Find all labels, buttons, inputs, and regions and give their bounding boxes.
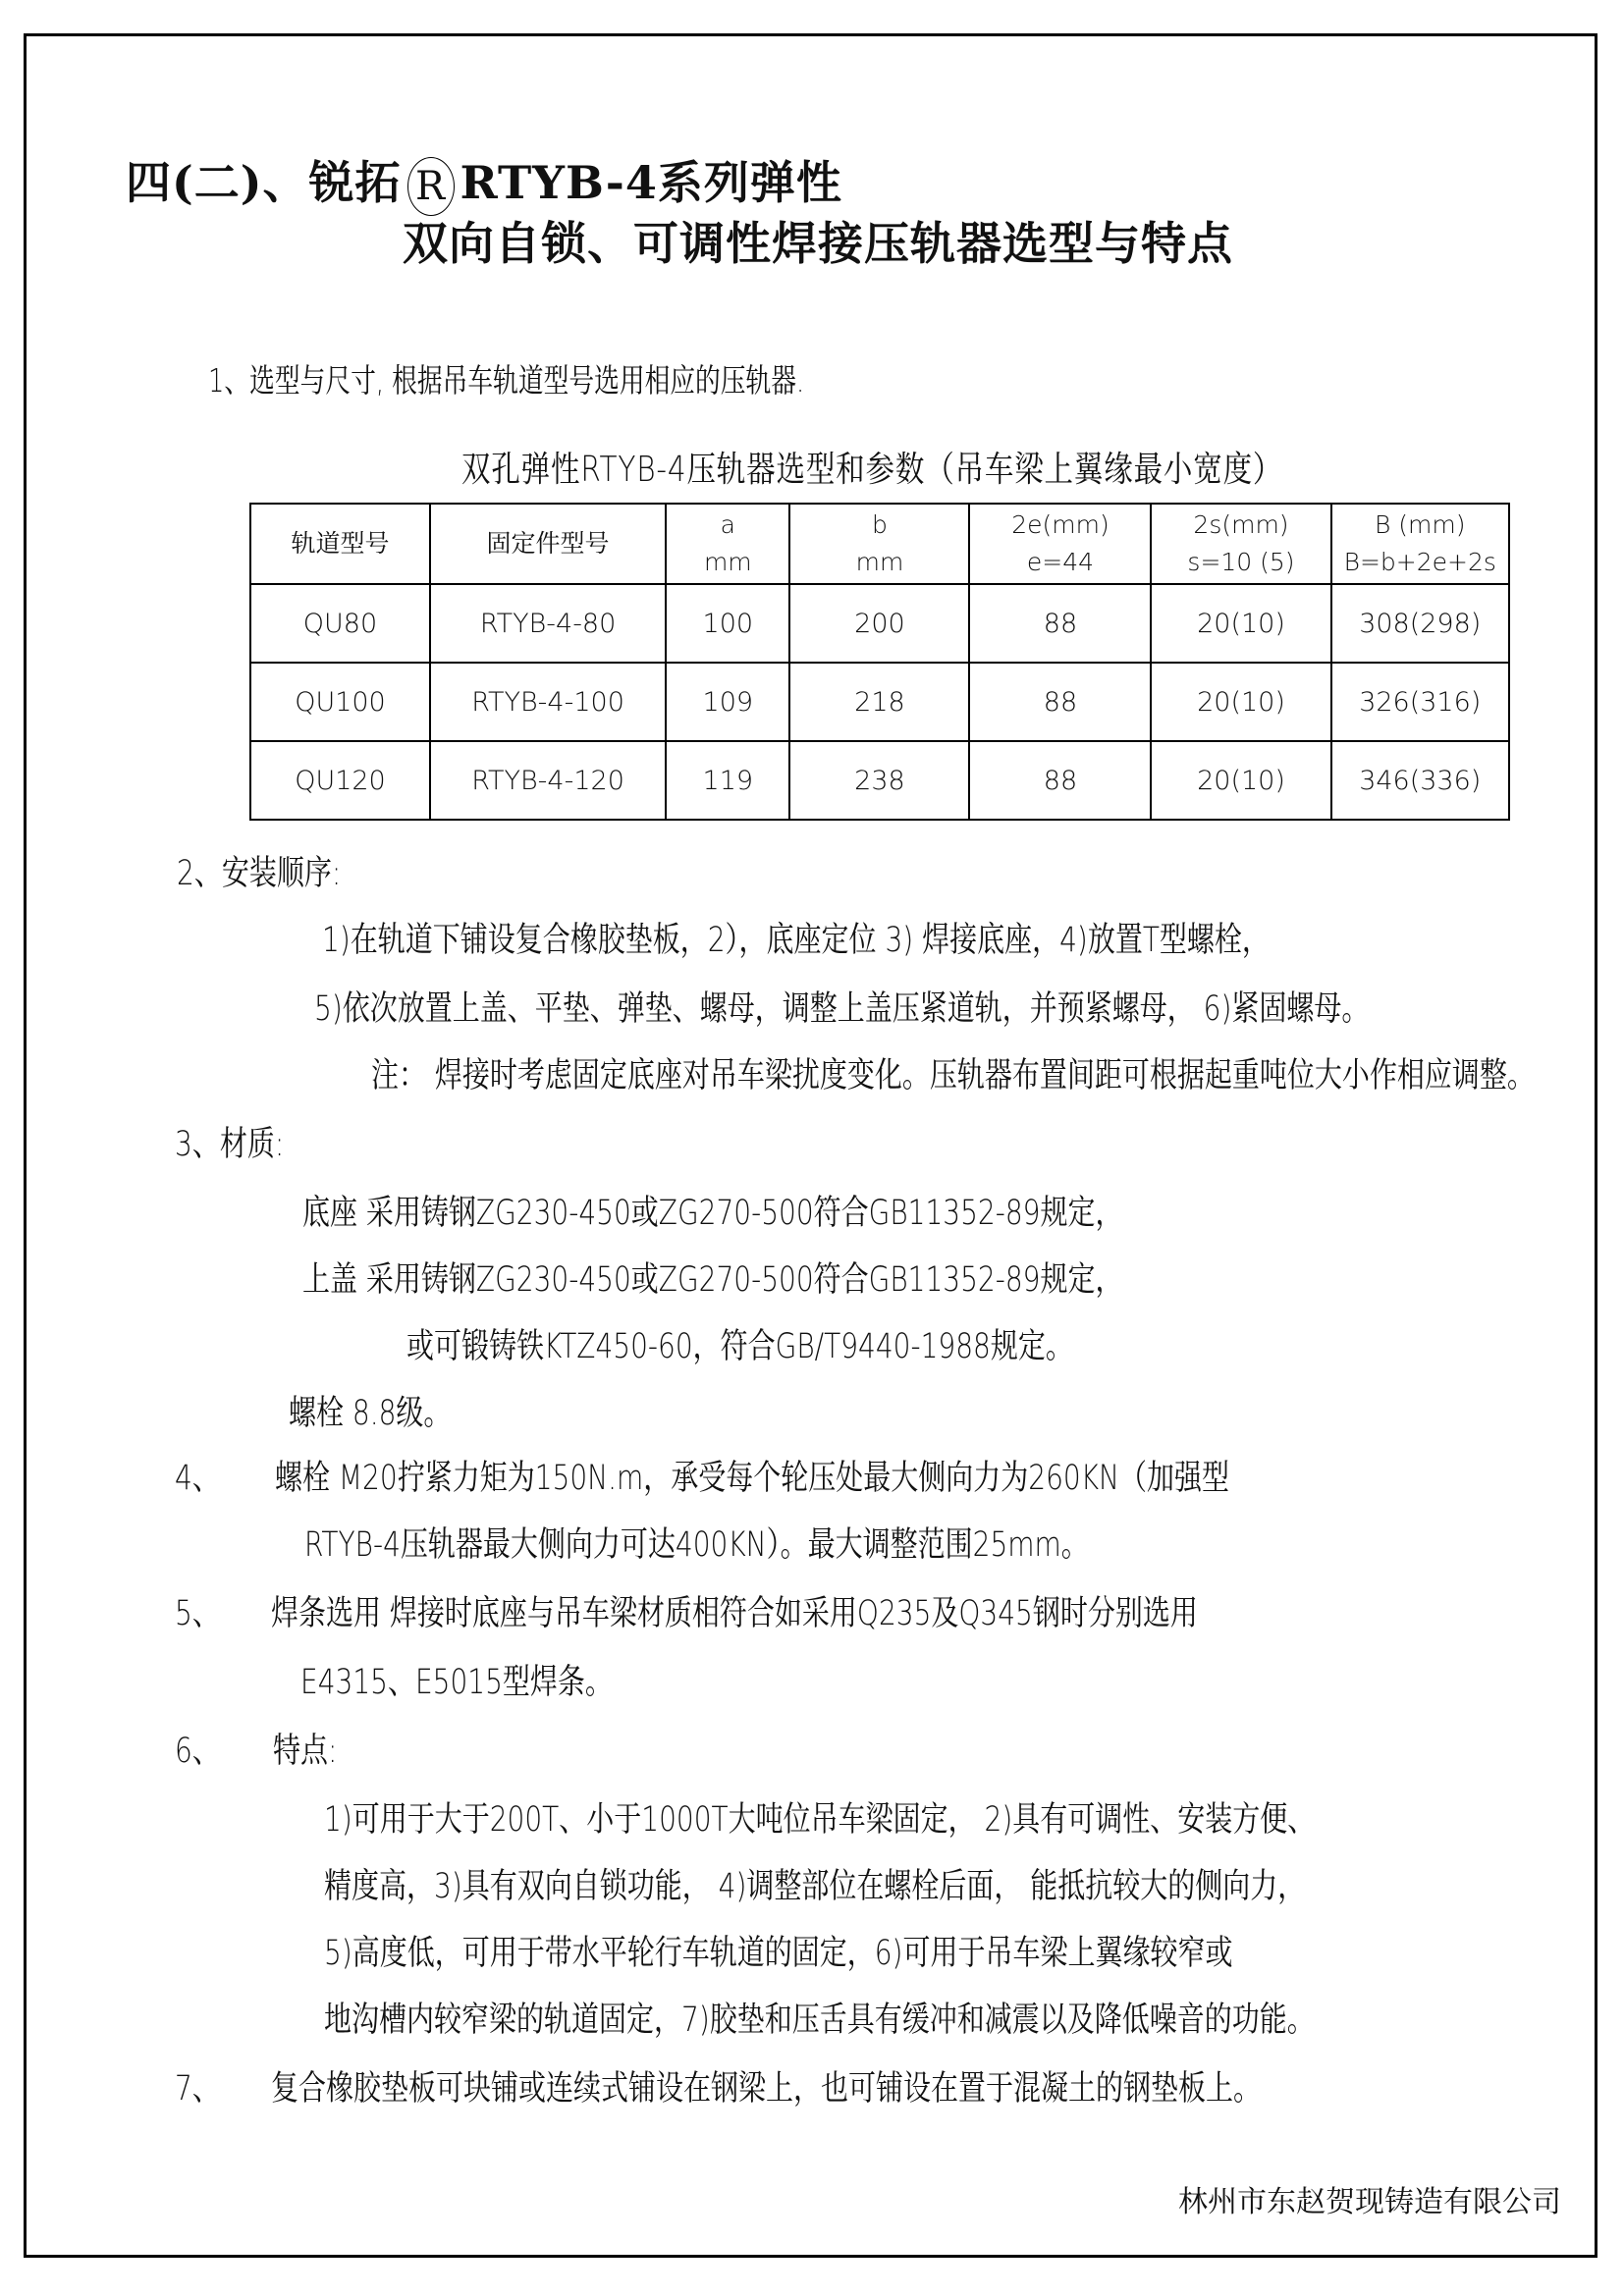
header-unit: mm [703, 548, 752, 576]
header-unit: e=44 [1026, 548, 1095, 576]
section-6-line: 5)高度低，可用于带水平轮行车轨道的固定，6)可用于吊车梁上翼缘较窄或 [324, 1934, 1233, 1973]
cell-2s: 20(10) [1151, 741, 1330, 820]
section-3-line: 上盖 采用铸钢ZG230-450或ZG270-500符合GB11352-89规定， [302, 1260, 1123, 1300]
selection-parameter-table [249, 503, 1510, 821]
cell-fixture-model: RTYB-4-120 [430, 741, 666, 820]
cell-a: 109 [666, 663, 789, 741]
header-rail-model [250, 504, 430, 584]
header-text: 2e(mm) [1011, 510, 1110, 539]
section-4-line: RTYB-4压轨器最大侧向力可达400KN）。最大调整范围25mm。 [304, 1525, 1089, 1565]
section-2-line: 1)在轨道下铺设复合橡胶垫板，2），底座定位 3) 焊接底座，4)放置T型螺栓， [322, 921, 1270, 960]
section-6-title: 特点: [273, 1732, 338, 1771]
section-6-line: 地沟槽内较窄梁的轨道固定，7)胶垫和压舌具有缓冲和减震以及降低噪音的功能。 [324, 2001, 1315, 2040]
heading-prefix: 四(二)、锐拓 [126, 156, 402, 209]
header-2s [1151, 504, 1330, 584]
header-text: 固定件型号 [486, 529, 610, 558]
header-a [666, 504, 789, 584]
cell-2e: 88 [969, 741, 1151, 820]
section-3-line: 螺栓 8.8级。 [289, 1394, 452, 1433]
header-unit: mm [855, 548, 904, 576]
section-5-line: 焊条选用 焊接时底座与吊车梁材质相符合如采用Q235及Q345钢时分别选用 [271, 1594, 1198, 1633]
cell-a: 100 [666, 584, 789, 663]
table-caption: 双孔弹性RTYB-4压轨器选型和参数（吊车梁上翼缘最小宽度） [461, 450, 1283, 490]
cell-rail-model: QU100 [250, 663, 430, 741]
section-2-title: 2、安装顺序: [177, 854, 342, 893]
section-2-note: 注： 焊接时考虑固定底座对吊车梁扰度变化。压轨器布置间距可根据起重吨位大小作相应调整。 [371, 1056, 1535, 1095]
section-4-line: 螺栓 M20拧紧力矩为150N.m，承受每个轮压处最大侧向力为260KN（加强型 [275, 1459, 1230, 1498]
section-6-number: 6、 [175, 1732, 220, 1771]
cell-B: 346(336) [1331, 741, 1509, 820]
section-3-line: 或可锻铸铁KTZ450-60，符合GB/T9440-1988规定。 [406, 1327, 1073, 1366]
cell-B: 308(298) [1331, 584, 1509, 663]
cell-fixture-model: RTYB-4-100 [430, 663, 666, 741]
heading-suffix: RTYB-4系列弹性 [460, 156, 842, 209]
cell-fixture-model: RTYB-4-80 [430, 584, 666, 663]
cell-b: 200 [789, 584, 969, 663]
section-6-line: 精度高，3)具有双向自锁功能， 4)调整部位在螺栓后面， 能抵抗较大的侧向力， [324, 1867, 1306, 1906]
company-name: 林州市东赵贺现铸造有限公司 [1178, 2185, 1561, 2219]
section-3-line: 底座 采用铸钢ZG230-450或ZG270-500符合GB11352-89规定， [302, 1194, 1123, 1233]
cell-2s: 20(10) [1151, 663, 1330, 741]
cell-a: 119 [666, 741, 789, 820]
cell-2e: 88 [969, 663, 1151, 741]
header-fixture-model [430, 504, 666, 584]
section-3-title: 3、材质: [175, 1125, 285, 1164]
section-7-text: 复合橡胶垫板可块铺或连续式铺设在钢梁上，也可铺设在置于混凝土的钢垫板上。 [271, 2069, 1262, 2109]
header-B [1331, 504, 1509, 584]
section-4-number: 4、 [175, 1459, 220, 1498]
section-5-line: E4315、E5015型焊条。 [300, 1663, 613, 1702]
heading-line-2: 双向自锁、可调性焊接压轨器选型与特点 [403, 217, 1233, 270]
header-unit: s=10 (5) [1187, 548, 1295, 576]
header-text: b [872, 510, 888, 539]
section-2-line: 5)依次放置上盖、平垫、弹垫、螺母，调整上盖压紧道轨，并预紧螺母， 6)紧固螺母。 [314, 989, 1370, 1029]
table-row [250, 584, 1509, 663]
registered-trademark-icon: R [407, 157, 455, 216]
table-header-row [250, 504, 1509, 584]
header-text: B (mm) [1374, 510, 1466, 539]
cell-2s: 20(10) [1151, 584, 1330, 663]
cell-B: 326(316) [1331, 663, 1509, 741]
table-row [250, 741, 1509, 820]
header-2e [969, 504, 1151, 584]
header-text: 轨道型号 [291, 529, 390, 558]
cell-b: 218 [789, 663, 969, 741]
header-b [789, 504, 969, 584]
section-7-number: 7、 [175, 2069, 220, 2109]
header-text: a [720, 510, 735, 539]
header-text: 2s(mm) [1193, 510, 1289, 539]
heading-line-1 [126, 147, 842, 216]
cell-b: 238 [789, 741, 969, 820]
section-5-number: 5、 [175, 1594, 220, 1633]
section-1-selection: 1、选型与尺寸, 根据吊车轨道型号选用相应的压轨器. [208, 361, 805, 400]
cell-rail-model: QU80 [250, 584, 430, 663]
cell-rail-model: QU120 [250, 741, 430, 820]
cell-2e: 88 [969, 584, 1151, 663]
section-6-line: 1)可用于大于200T、小于1000T大吨位吊车梁固定， 2)具有可调性、安装方便、 [324, 1800, 1316, 1840]
header-unit: B=b+2e+2s [1343, 548, 1496, 576]
table-row [250, 663, 1509, 741]
